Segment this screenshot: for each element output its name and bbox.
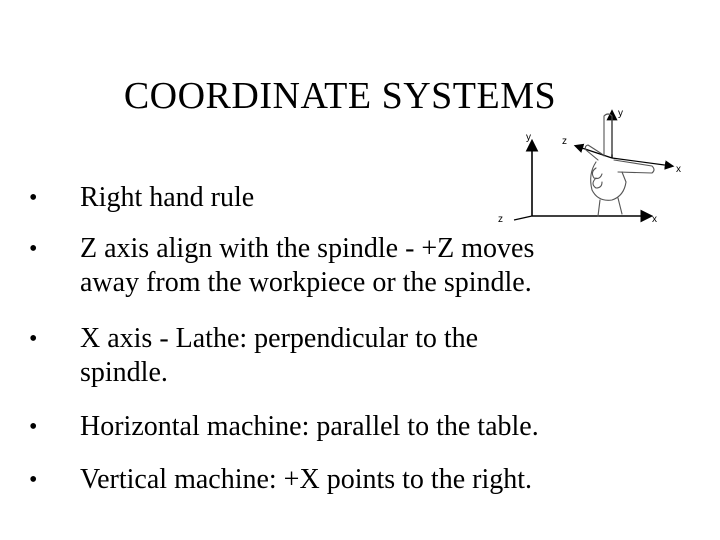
bullet-line: away from the workpiece or the spindle. — [80, 267, 532, 298]
bullet-line: Horizontal machine: parallel to the table. — [80, 411, 539, 442]
axis-label-z-upper: z — [562, 136, 567, 147]
axis-label-x-lower: x — [652, 214, 657, 225]
axis-label-y-upper: y — [618, 108, 623, 119]
bullet-line: X axis - Lathe: perpendicular to the — [80, 323, 479, 354]
axis-label-y-lower: y — [526, 132, 531, 143]
bullet-line: Vertical machine: +X points to the right. — [80, 464, 533, 495]
bullet-dot: • — [29, 326, 38, 352]
bullet-line: Z axis align with the spindle - +Z moves — [80, 233, 535, 264]
bullet-text — [80, 232, 640, 300]
bullet-line: spindle. — [80, 357, 168, 388]
bullet-dot: • — [29, 414, 38, 440]
bullet-text — [80, 181, 640, 215]
slide-title: COORDINATE SYSTEMS — [123, 75, 557, 117]
bullet-text — [80, 410, 640, 444]
axis-label-z-lower: z — [498, 214, 503, 225]
bullet-dot: • — [29, 236, 38, 262]
bullet-text — [80, 463, 640, 497]
bullet-dot: • — [29, 185, 38, 211]
z-axis-line — [514, 216, 532, 220]
bullet-line: Right hand rule — [80, 182, 255, 213]
axis-label-x-upper: x — [676, 164, 681, 175]
bullet-dot: • — [29, 467, 38, 493]
bullet-text — [80, 322, 640, 390]
